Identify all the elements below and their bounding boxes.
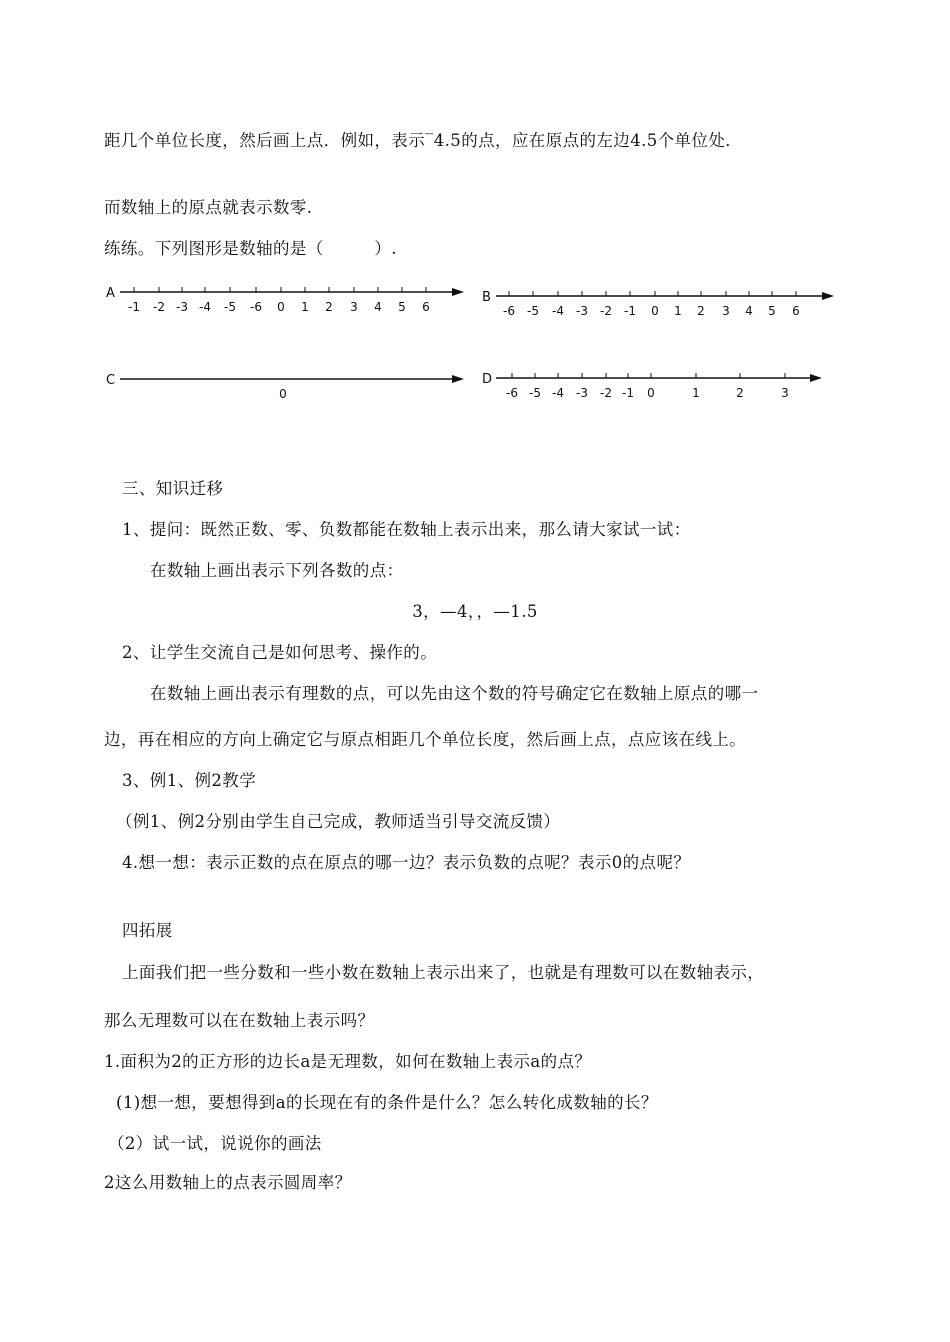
extension-question-1: 1.面积为2的正方形的边长a是无理数，如何在数轴上表示a的点？ <box>104 1052 592 1071</box>
tick-label-b: 4 <box>745 304 753 318</box>
tick-label-a: 5 <box>398 300 406 314</box>
tick-label-b: -2 <box>600 304 612 318</box>
tick-label-a: -5 <box>224 300 236 314</box>
question-1: 1、提问：既然正数、零、负数都能在数轴上表示出来，那么请大家试一试： <box>122 520 691 539</box>
question-2-explanation-2: 边，再在相应的方向上确定它与原点相距几个单位长度，然后画上点，点应该在线上。 <box>104 730 747 749</box>
tick-label-d: -3 <box>576 386 588 400</box>
axis-arrow-c <box>452 375 464 383</box>
tick-label-b: -1 <box>624 304 636 318</box>
question-3: 3、例1、例2教学 <box>122 771 257 790</box>
tick-label-b: 1 <box>674 304 682 318</box>
question-2-explanation-1: 在数轴上画出表示有理数的点，可以先由这个数的符号确定它在数轴上原点的哪一 <box>150 684 759 703</box>
extension-paragraph-1: 上面我们把一些分数和一些小数在数轴上表示出来了，也就是有理数可以在数轴表示， <box>122 963 765 982</box>
tick-label-a: -1 <box>128 300 140 314</box>
axis-label-c: C <box>106 373 116 388</box>
tick-label-d: -4 <box>552 386 564 400</box>
axis-label-b: B <box>482 290 491 305</box>
question-1-numbers: 3，—4，，—1.5 <box>412 602 538 621</box>
section-heading-3: 三、知识迁移 <box>122 479 224 498</box>
paragraph-line-1: 距几个单位长度，然后画上点．例如，表示‾4.5的点，应在原点的左边4.5个单位处． <box>104 131 743 150</box>
axis-arrow-a <box>452 288 464 296</box>
tick-label-a: 0 <box>277 300 285 314</box>
tick-label-a: 2 <box>325 300 333 314</box>
axis-arrow-b <box>822 292 834 300</box>
tick-label-b: -6 <box>503 304 515 318</box>
tick-label-a: 3 <box>350 300 358 314</box>
exercise-prompt: 练练。下列图形是数轴的是（ ）. <box>104 239 397 258</box>
extension-question-1b: （2）试一试，说说你的画法 <box>108 1134 322 1153</box>
axis-arrow-d <box>810 374 822 382</box>
tick-label-d: 0 <box>647 386 655 400</box>
tick-label-d: -2 <box>600 386 612 400</box>
tick-label-d: 2 <box>736 386 744 400</box>
tick-label-a: 4 <box>374 300 382 314</box>
tick-label-a: -4 <box>199 300 211 314</box>
tick-label-d: -5 <box>529 386 541 400</box>
tick-label-b: 0 <box>651 304 659 318</box>
extension-question-2: 2这么用数轴上的点表示圆周率？ <box>104 1173 352 1192</box>
section-heading-4: 四拓展 <box>122 921 173 940</box>
tick-label-b: -3 <box>576 304 588 318</box>
question-4: 4.想一想：表示正数的点在原点的哪一边？表示负数的点呢？表示0的点呢？ <box>122 853 691 872</box>
tick-label-d: -6 <box>506 386 518 400</box>
tick-label-b: 5 <box>768 304 776 318</box>
tick-label-b: 6 <box>792 304 800 318</box>
question-2: 2、让学生交流自己是如何思考、操作的。 <box>122 643 438 662</box>
tick-label-d: 1 <box>692 386 700 400</box>
question-3-note: （例1、例2分别由学生自己完成，教师适当引导交流反馈） <box>116 812 561 831</box>
tick-label-b: 2 <box>697 304 705 318</box>
tick-label-b: -5 <box>527 304 539 318</box>
tick-label-b: 3 <box>722 304 730 318</box>
tick-label-b: -4 <box>552 304 564 318</box>
axis-label-a: A <box>106 286 115 301</box>
axis-label-d: D <box>482 372 493 387</box>
tick-label-a: -3 <box>176 300 188 314</box>
paragraph-line-2: 而数轴上的原点就表示数零. <box>104 198 313 217</box>
number-line-figure <box>100 278 845 408</box>
question-1-instruction: 在数轴上画出表示下列各数的点： <box>150 561 404 580</box>
extension-paragraph-2: 那么无理数可以在在数轴上表示吗？ <box>104 1011 375 1030</box>
tick-label-a: 1 <box>301 300 309 314</box>
tick-label-a: -2 <box>153 300 165 314</box>
extension-question-1a: (1)想一想，要想得到a的长现在有的条件是什么？怎么转化成数轴的长？ <box>116 1093 658 1112</box>
tick-label-d: -1 <box>622 386 634 400</box>
tick-label-a: -6 <box>250 300 262 314</box>
tick-label-d: 3 <box>781 386 789 400</box>
tick-label-a: 6 <box>422 300 430 314</box>
tick-label-c: 0 <box>279 387 287 401</box>
